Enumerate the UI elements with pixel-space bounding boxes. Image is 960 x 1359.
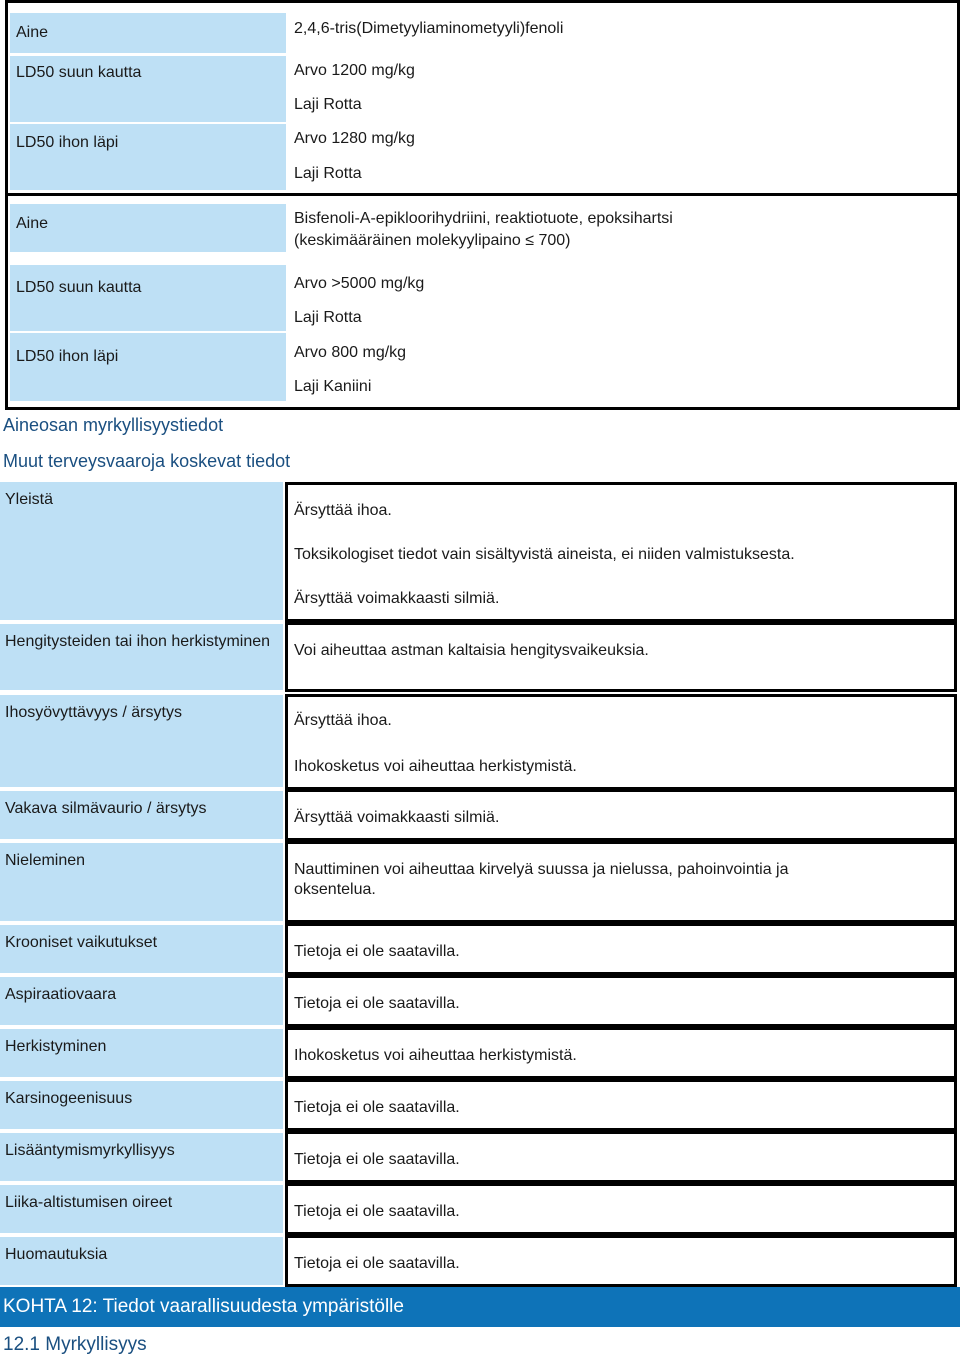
row-value-skin-corrosion	[285, 694, 957, 790]
ld50-dermal-value: Arvo 800 mg/kg	[294, 344, 407, 361]
ld50-dermal-species: Laji Kaniini	[294, 378, 372, 395]
ld50-dermal-species: Laji Rotta	[294, 165, 362, 182]
skin-line-2: Ihokosketus voi aiheuttaa herkistymistä.	[294, 758, 577, 775]
other-hazards-heading: Muut terveysvaaroja koskevat tiedot	[3, 451, 291, 471]
row-label-sensitisation: Herkistyminen	[0, 1029, 283, 1077]
substance-block-2	[5, 193, 960, 410]
row-label-eye-damage: Vakava silmävaurio / ärsytys	[0, 791, 283, 839]
row-value-aspiration-hazard	[285, 975, 957, 1027]
ld50-oral-value: Arvo 1200 mg/kg	[294, 62, 415, 79]
eye-line-1: Ärsyttää voimakkaasti silmiä.	[294, 809, 500, 826]
general-line-2: Toksikologiset tiedot vain sisältyvistä aineista, ei niiden valmistuksesta.	[294, 546, 795, 563]
general-line-3: Ärsyttää voimakkaasti silmiä.	[294, 590, 500, 607]
ingestion-text: Nauttiminen voi aiheuttaa kirvelyä suussa ja nielussa, pahoinvointia ja oksentelua.	[294, 861, 789, 898]
respiratory-line-1: Voi aiheuttaa astman kaltaisia hengitysvaikeuksia.	[294, 642, 649, 659]
overexposure-line-1: Tietoja ei ole saatavilla.	[294, 1203, 460, 1220]
reproductive-line-1: Tietoja ei ole saatavilla.	[294, 1151, 460, 1168]
row-label-overexposure-symptoms: Liika-altistumisen oireet	[0, 1185, 283, 1233]
row-value-ingestion	[285, 841, 957, 923]
row-value-respiratory-sensitisation	[285, 622, 957, 692]
sensitisation-line-1: Ihokosketus voi aiheuttaa herkistymistä.	[294, 1047, 577, 1064]
ld50-oral-value: Arvo >5000 mg/kg	[294, 275, 425, 292]
ld50-dermal-label: LD50 ihon läpi	[10, 333, 286, 401]
row-value-eye-damage	[285, 789, 957, 841]
row-value-remarks	[285, 1235, 957, 1287]
row-value-chronic-effects	[285, 923, 957, 975]
substance-label: Aine	[10, 13, 286, 53]
aspiration-line-1: Tietoja ei ole saatavilla.	[294, 995, 460, 1012]
component-toxicity-heading: Aineosan myrkyllisyystiedot	[3, 415, 224, 435]
remarks-line-1: Tietoja ei ole saatavilla.	[294, 1255, 460, 1272]
row-value-sensitisation	[285, 1027, 957, 1079]
ld50-oral-species: Laji Rotta	[294, 309, 362, 326]
ld50-dermal-value: Arvo 1280 mg/kg	[294, 130, 415, 147]
row-value-reproductive-toxicity	[285, 1131, 957, 1183]
skin-line-1: Ärsyttää ihoa.	[294, 712, 392, 729]
row-label-aspiration-hazard: Aspiraatiovaara	[0, 977, 283, 1025]
row-value-general	[285, 482, 957, 622]
row-value-overexposure-symptoms	[285, 1183, 957, 1235]
row-label-general: Yleistä	[0, 482, 283, 620]
row-label-reproductive-toxicity: Lisääntymismyrkyllisyys	[0, 1133, 283, 1181]
carcinogenicity-line-1: Tietoja ei ole saatavilla.	[294, 1099, 460, 1116]
substance-value-line-1: Bisfenoli-A-epikloorihydriini, reaktiotuote, epoksihartsi	[294, 210, 673, 227]
row-label-ingestion: Nieleminen	[0, 843, 283, 921]
substance-value-line-2: (keskimääräinen molekyylipaino ≤ 700)	[294, 232, 571, 249]
ld50-oral-label: LD50 suun kautta	[10, 56, 286, 122]
general-line-1: Ärsyttää ihoa.	[294, 502, 392, 519]
ld50-dermal-label: LD50 ihon läpi	[10, 124, 286, 190]
section-12-title: KOHTA 12: Tiedot vaarallisuudesta ympäristölle	[0, 1287, 960, 1327]
row-label-carcinogenicity: Karsinogeenisuus	[0, 1081, 283, 1129]
toxicity-subheading: 12.1 Myrkyllisyys	[3, 1334, 147, 1355]
chronic-line-1: Tietoja ei ole saatavilla.	[294, 943, 460, 960]
row-label-chronic-effects: Krooniset vaikutukset	[0, 925, 283, 973]
row-label-skin-corrosion: Ihosyövyttävyys / ärsytys	[0, 695, 283, 787]
substance-value: 2,4,6-tris(Dimetyyliaminometyyli)fenoli	[294, 20, 564, 37]
row-value-carcinogenicity	[285, 1079, 957, 1131]
substance-label: Aine	[10, 204, 286, 252]
row-label-respiratory-sensitisation: Hengitysteiden tai ihon herkistyminen	[0, 624, 283, 690]
ld50-oral-species: Laji Rotta	[294, 96, 362, 113]
substance-block-1	[5, 0, 960, 196]
ld50-oral-label: LD50 suun kautta	[10, 265, 286, 331]
row-label-remarks: Huomautuksia	[0, 1237, 283, 1285]
